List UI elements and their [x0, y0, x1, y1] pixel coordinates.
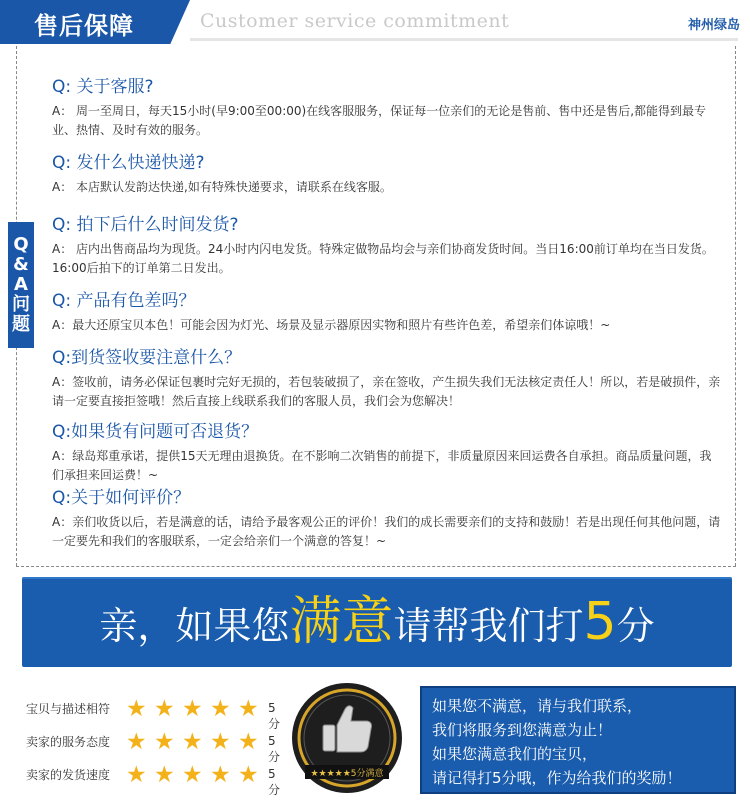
star-icon: ★ — [210, 729, 231, 755]
star-icon: ★ — [154, 762, 175, 788]
banner-five: 5 — [583, 592, 617, 652]
rating-label: 卖家的服务态度 — [26, 735, 111, 749]
faq-question: Q: 关于客服? — [52, 77, 154, 97]
rating-banner — [22, 577, 732, 667]
page-title: 售后保障 — [34, 12, 134, 40]
star-icon: ★ — [182, 696, 203, 722]
rating-score: 5分 — [268, 734, 281, 764]
faq-item — [52, 76, 722, 140]
faq-answer: A：最大还原宝贝本色！可能会因为灯光、场景及显示器原因实物和照片有些许色差，希望亲们体谅哦！~ — [52, 318, 611, 332]
faq-item — [52, 421, 722, 485]
faq-question: Q:如果货有问题可否退货？ — [52, 422, 259, 442]
star-icon: ★ — [126, 729, 147, 755]
faq-answer: A： 周一至周日，每天15小时(早9:00至00:00)在线客服服务，保证每一位亲们的无论是售前、售中还是售后,都能得到最专业、热情、及时有效的服务。 — [52, 104, 707, 137]
faq-answer: A： 本店默认发韵达快递,如有特殊快递要求，请联系在线客服。 — [52, 180, 392, 194]
page-subtitle: Customer service commitment — [200, 10, 510, 32]
brand-logo: 神州绿岛 — [687, 18, 740, 33]
qa-badge-char: Q — [13, 234, 29, 255]
frame-right-border — [735, 46, 736, 566]
banner-part3: 分 — [616, 604, 655, 648]
faq-question: Q: 产品有色差吗？ — [52, 291, 196, 311]
qa-side-badge — [8, 222, 34, 348]
satisfaction-seal — [289, 681, 405, 795]
faq-question: Q: 发什么快递快递? — [52, 153, 205, 173]
rating-label: 宝贝与描述相符 — [26, 702, 111, 716]
faq-question: Q: 拍下后什么时间发货? — [52, 215, 239, 235]
contact-line: 请记得打5分哦，作为给我们的奖励！ — [432, 769, 682, 787]
banner-highlight: 满意 — [289, 592, 394, 652]
qa-badge-char: & — [13, 254, 29, 275]
faq-answer: A：亲们收货以后，若是满意的话，请给予最客观公正的评价！我们的成长需要亲们的支持和鼓励！若是出现任何其他问题，请一定要先和我们的客服联系，一定会给亲们一个满意的答复！~ — [52, 515, 721, 548]
star-icon: ★ — [238, 696, 259, 722]
star-icon: ★ — [126, 696, 147, 722]
seal-text: ★★★★★5分满意 — [310, 769, 384, 779]
qa-badge-char: 问 — [12, 294, 30, 315]
contact-line: 如果您不满意，请与我们联系， — [432, 697, 643, 715]
star-icon: ★ — [210, 762, 231, 788]
banner-text — [22, 577, 732, 667]
header-left-bar — [0, 0, 26, 44]
faq-item — [52, 487, 722, 551]
contact-line: 我们将服务到您满意为止！ — [432, 721, 613, 739]
star-icon: ★ — [154, 696, 175, 722]
faq-item — [52, 290, 722, 335]
star-icon: ★ — [182, 762, 203, 788]
faq-answer: A： 店内出售商品均为现货。24小时内闪电发货。特殊定做物品均会与亲们协商发货时间。当日16:00前订单均在当日发货。16:00后拍下的订单第二日发出。 — [52, 242, 714, 275]
faq-question: Q:到货签收要注意什么？ — [52, 348, 242, 368]
banner-part2: 请帮我们打 — [393, 604, 584, 648]
faq-answer: A：绿岛郑重承诺，提供15天无理由退换货。在不影响二次销售的前提下，非质量原因来回运费各自承担。商品质量问题，我们承担来回运费！~ — [52, 449, 712, 482]
faq-item — [52, 347, 722, 411]
star-icon: ★ — [126, 762, 147, 788]
star-icon: ★ — [238, 762, 259, 788]
star-icon: ★ — [182, 729, 203, 755]
rating-score: 5分 — [268, 767, 281, 797]
faq-item — [52, 214, 722, 278]
rating-score: 5分 — [268, 701, 281, 731]
star-icon: ★ — [154, 729, 175, 755]
frame-bottom-border — [16, 566, 736, 567]
header-divider — [190, 38, 738, 41]
contact-line: 如果您满意我们的宝贝， — [432, 745, 598, 763]
star-icon: ★ — [238, 729, 259, 755]
qa-badge-char: 题 — [12, 314, 30, 335]
banner-part1: 亲，如果您 — [99, 604, 290, 648]
rating-label: 卖家的发货速度 — [26, 768, 111, 782]
header — [0, 0, 750, 44]
star-icon: ★ — [210, 696, 231, 722]
qa-badge-char: A — [14, 274, 28, 295]
faq-item — [52, 152, 722, 197]
faq-answer: A：签收前，请务必保证包裹时完好无损的，若包装破损了，亲在签收，产生损失我们无法核定责任人！所以，若是破损件，亲请一定要直接拒签哦！然后直接上线联系我们的客服人员，我们会为您解决！ — [52, 375, 721, 408]
contact-note — [420, 686, 736, 794]
faq-question: Q:关于如何评价？ — [52, 488, 191, 508]
